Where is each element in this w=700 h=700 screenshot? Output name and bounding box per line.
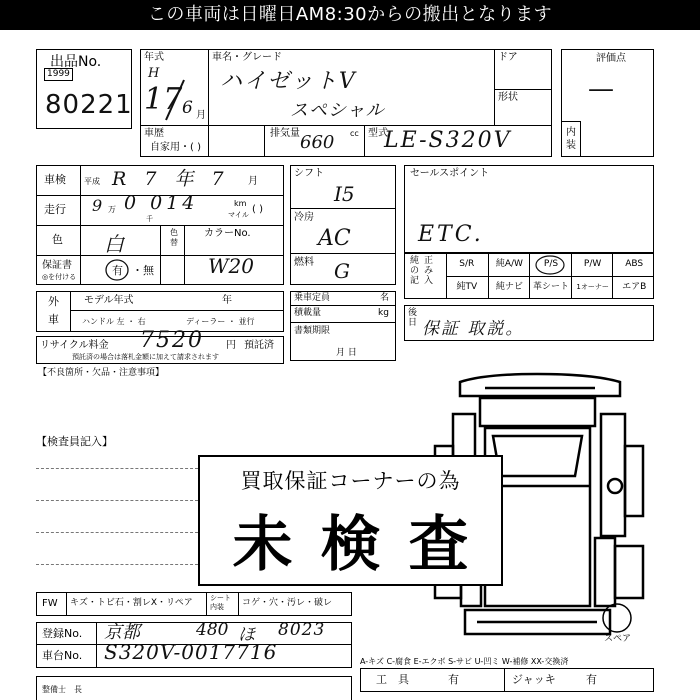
- option-cell: 革シート: [529, 276, 572, 299]
- option-cell: P/W: [571, 253, 614, 276]
- not-inspected-stamp: [198, 455, 503, 586]
- score-label: 評価点: [596, 53, 626, 64]
- doc-unit: 月 日: [336, 348, 357, 358]
- load-label: 積載量: [294, 308, 322, 318]
- notes-value: 保証 取説。: [422, 319, 525, 339]
- year-era: H: [148, 66, 160, 81]
- ps-circle: [533, 254, 567, 276]
- model-name: ハイゼットV: [220, 69, 357, 94]
- notes-label: 後日: [408, 308, 418, 328]
- lot-year-tag: 1999: [44, 68, 73, 81]
- shaken-era: 平成: [84, 177, 100, 186]
- model-label: 車名・グレード: [212, 52, 282, 63]
- color-no-label: カラーNo.: [204, 228, 251, 239]
- spare-label: スペア: [604, 634, 632, 644]
- year-value: 17: [144, 82, 183, 117]
- chassis-label: 車台No.: [42, 649, 83, 662]
- jack-value: 有: [586, 673, 597, 686]
- reg-area: 京都: [104, 622, 140, 643]
- color-label: 色: [52, 233, 63, 246]
- shape-label: 形状: [498, 92, 518, 103]
- mileage-value: 0 014: [124, 192, 199, 214]
- year-slash: [160, 76, 190, 124]
- tools-value: 有: [448, 673, 459, 686]
- inspector-label: 【検査員記入】: [36, 435, 113, 448]
- displacement-value: 660: [300, 132, 335, 153]
- load-unit: kg: [378, 308, 389, 318]
- mileage-unit-man: 万: [108, 205, 116, 214]
- bottom-text: 整備士 長: [42, 685, 82, 694]
- mileage-unit-sen: 千: [146, 215, 153, 223]
- seats-label: 乗車定員: [294, 293, 331, 303]
- year-label: 年式: [144, 52, 164, 63]
- warranty-circle: [104, 258, 130, 282]
- doors-label: ドア: [498, 52, 518, 63]
- seat-legend: コゲ・穴・汚レ・破レ: [242, 598, 333, 608]
- model-year-unit: 年: [222, 295, 232, 306]
- stamp-line-1: 買取保証コーナーの為: [240, 469, 461, 493]
- handle-label: ハンドル 左 ・ 右: [82, 317, 146, 326]
- foreign-label-1: 外: [48, 295, 59, 308]
- option-cell: 1オーナー: [571, 276, 614, 299]
- warranty-no: ・無: [132, 264, 154, 277]
- recycle-status: 預託済: [244, 340, 274, 351]
- option-cell: ABS: [612, 253, 655, 276]
- shift-value: I5: [334, 182, 355, 206]
- model-grade: スペシャル: [290, 100, 385, 121]
- model-code-value: LE-S320V: [384, 128, 512, 153]
- ac-label: 冷房: [294, 212, 314, 223]
- model-code-label: 型式: [368, 128, 388, 139]
- option-cell: 純A/W: [488, 253, 531, 276]
- recycle-label: リサイクル料金: [40, 340, 109, 351]
- defects-label: 【不良箇所・欠品・注意事項】: [38, 368, 165, 378]
- ac-value: AC: [318, 226, 351, 251]
- foreign-label-2: 車: [48, 313, 59, 326]
- shift-label: シフト: [294, 168, 324, 179]
- options-label: 純正のみ記入: [410, 256, 439, 286]
- shaken-month: 月: [248, 176, 258, 187]
- selling-points-value: ETC.: [418, 222, 484, 247]
- mileage-unit-mile: マイル: [228, 211, 249, 219]
- mileage-man: 9: [92, 196, 103, 215]
- interior-label: 内 装: [566, 127, 576, 151]
- stamp-line-2: 未検査: [232, 510, 497, 580]
- seat-label: シート内装: [210, 594, 231, 611]
- reg-class: 480: [196, 620, 229, 640]
- recycle-value: 7520: [140, 328, 204, 353]
- displacement-label: 排気量: [270, 128, 300, 139]
- shaken-value: R 7 年 7: [112, 168, 230, 190]
- color-swap-label: 色替: [170, 228, 178, 247]
- option-cell: エアB: [612, 276, 655, 299]
- reg-number: 8023: [278, 620, 326, 640]
- month-unit: 月: [196, 110, 206, 121]
- model-year-label: モデル年式: [84, 295, 134, 306]
- vehicle-type-label: 車歴: [144, 128, 164, 139]
- option-cell: 純TV: [456, 282, 478, 292]
- option-cell: P/S: [529, 253, 572, 276]
- damage-legend-key: A-キズ C-腐食 E-エクボ S-サビ U-凹ミ W-補修 XX-交換済: [360, 657, 569, 666]
- fuel-label: 燃料: [294, 257, 314, 268]
- color-value: 白: [104, 232, 124, 256]
- fw-label: FW: [42, 598, 58, 609]
- selling-points-label: セールスポイント: [410, 168, 490, 179]
- mileage-paren: ( ): [252, 204, 263, 215]
- seats-unit: 名: [380, 293, 390, 303]
- warranty-sub: ◎を付ける: [42, 273, 77, 281]
- vehicle-type-value: 自家用・( ): [150, 142, 201, 153]
- option-cell: 純ナビ: [488, 276, 531, 299]
- warranty-label: 保証書: [42, 260, 72, 271]
- month-value: 6: [182, 98, 193, 118]
- fuel-value: G: [334, 259, 350, 283]
- bottom-row: [36, 676, 352, 700]
- chassis-value: S320V-0017716: [104, 640, 278, 664]
- option-cell: S/R: [459, 259, 475, 269]
- lot-number: 80221: [45, 90, 133, 120]
- dealer-label: ディーラー ・ 並行: [186, 317, 255, 326]
- shaken-label: 車検: [44, 173, 66, 186]
- header-banner: この車両は日曜日AM8:30からの搬出となります: [0, 0, 700, 30]
- mileage-unit-km: km: [234, 199, 247, 208]
- warranty-yes: 有: [112, 264, 123, 277]
- recycle-unit: 円: [226, 340, 236, 351]
- mileage-label: 走行: [44, 203, 66, 216]
- reg-label: 登録No.: [42, 627, 83, 640]
- tools-label: 工 具: [376, 673, 409, 686]
- fw-legend: キズ・トビ石・割レX・リペア: [70, 598, 193, 608]
- jack-label: ジャッキ: [512, 673, 556, 686]
- cc-unit: cc: [350, 129, 359, 138]
- doc-label: 書類期限: [294, 326, 331, 336]
- recycle-note: 預託済の場合は落札金額に加えて請求されます: [72, 353, 219, 361]
- color-no-value: W20: [208, 254, 255, 278]
- lot-label: 出品No.: [50, 54, 102, 70]
- score-value: —: [588, 74, 614, 104]
- reg-kana: ほ: [238, 625, 255, 645]
